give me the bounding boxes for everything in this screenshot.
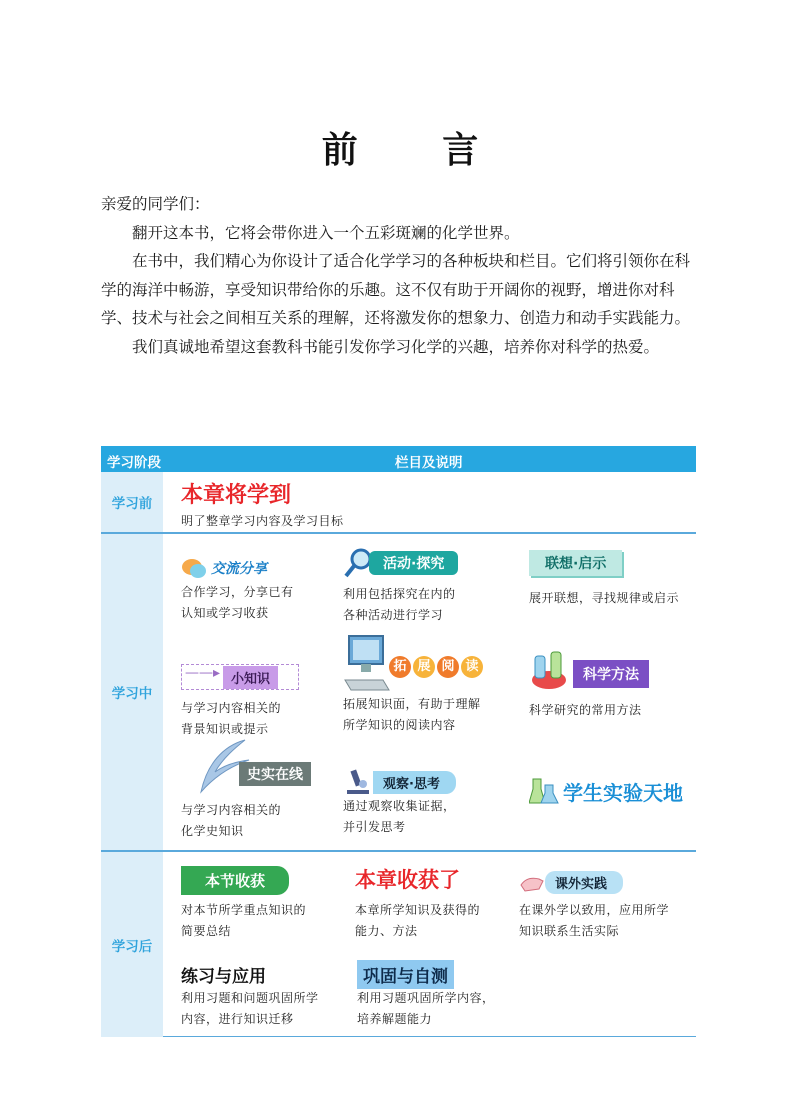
item-desc-line-1: 展开联想，寻找规律或启示 xyxy=(529,591,680,605)
item-practice-application xyxy=(181,962,351,1030)
header-columns: 栏目及说明 xyxy=(395,455,463,471)
item-title: 本章收获了 xyxy=(355,868,460,892)
item-desc: 明了整章学习内容及学习目标 xyxy=(181,514,344,528)
item-title: 本节收获 xyxy=(181,866,289,895)
item-chemistry-history xyxy=(181,736,331,842)
table-header xyxy=(101,446,696,472)
item-title xyxy=(239,762,311,786)
title-prefix: 史 xyxy=(247,767,261,783)
item-scientific-method xyxy=(529,650,699,721)
item-desc-line-1: 在课外学以致用，应用所学 xyxy=(519,903,670,917)
item-title: 科学方法 xyxy=(573,660,649,688)
item-desc-line-1: 合作学习，分享已有 xyxy=(181,585,294,599)
item-desc-line-2: 知识联系生活实际 xyxy=(519,924,620,938)
item-desc-line-2: 能力、方法 xyxy=(355,924,418,938)
row-divider xyxy=(101,850,696,852)
item-desc-line-1: 通过观察收集证据， xyxy=(343,799,456,813)
item-desc-line-1: 利用习题和问题巩固所学 xyxy=(181,991,319,1005)
title-tiles xyxy=(389,656,483,678)
stage-after: 学习后 xyxy=(101,852,163,1037)
item-title: 交流分享 xyxy=(211,561,267,577)
item-title: 联想·启示 xyxy=(529,550,622,576)
item-activity-inquiry xyxy=(343,546,513,626)
item-section-gains xyxy=(181,866,341,942)
intro-paragraph-2: 在书中，我们精心为你设计了适合化学学习的各种板块和栏目。它们将引领你在科学的海洋中畅游，享受知识带给你的乐趣。这不仅有助于开阔你的视野，增进你对科学、技术与社会之间相互关系的理解，还将激发你的想象力、创造力和动手实践能力。 xyxy=(101,252,691,327)
title-tile: 展 xyxy=(413,656,435,678)
intro-paragraph-3: 我们真诚地希望这套教科书能引发你学习化学的兴趣，培养你对科学的热爱。 xyxy=(132,337,660,356)
item-desc-line-2: 内容，进行知识迁移 xyxy=(181,1012,294,1026)
item-association-inspiration xyxy=(529,550,699,609)
item-small-knowledge xyxy=(181,660,331,740)
computer-icon xyxy=(343,634,391,694)
item-title: 观察·思考 xyxy=(373,771,456,794)
item-desc-line-1: 与学习内容相关的 xyxy=(181,701,282,715)
item-chapter-gains xyxy=(355,864,525,942)
item-title: 巩固与自测 xyxy=(357,960,454,989)
beakers-icon xyxy=(529,775,559,807)
item-title: 学生实验天地 xyxy=(563,780,683,805)
item-title: 活动·探究 xyxy=(369,551,458,575)
flask-icon xyxy=(529,650,569,692)
microscope-icon xyxy=(343,768,373,796)
item-exchange-share xyxy=(181,554,331,624)
item-desc-line-1: 对本节所学重点知识的 xyxy=(181,903,307,917)
item-title: 本章将学到 xyxy=(181,483,292,508)
item-chapter-preview xyxy=(181,478,344,532)
title-tile: 读 xyxy=(461,656,483,678)
item-consolidate-selftest xyxy=(357,960,527,1030)
row-divider xyxy=(101,532,696,534)
item-desc-line-2: 认知或学习收获 xyxy=(181,606,269,620)
item-student-lab xyxy=(529,774,699,808)
title-main: 实在线 xyxy=(261,767,303,783)
stage-before: 学习前 xyxy=(101,472,163,532)
item-title: 课外实践 xyxy=(545,871,623,894)
item-observe-think xyxy=(343,768,513,838)
item-title: 小知识 xyxy=(223,666,278,689)
intro-text xyxy=(101,190,701,361)
intro-paragraph-1: 翻开这本书，它将会带你进入一个五彩斑斓的化学世界。 xyxy=(132,223,520,242)
item-extended-reading xyxy=(343,634,513,736)
chat-bubble-icon xyxy=(181,556,207,580)
hand-icon xyxy=(519,871,545,893)
item-title: 练习与应用 xyxy=(181,967,266,987)
item-desc-line-1: 与学习内容相关的 xyxy=(181,803,282,817)
item-desc-line-2: 背景知识或提示 xyxy=(181,722,269,736)
item-desc-line-1: 本章所学知识及获得的 xyxy=(355,903,481,917)
item-desc-line-2: 所学知识的阅读内容 xyxy=(343,718,456,732)
item-extracurricular-practice xyxy=(519,866,699,942)
item-desc-line-1: 利用包括探究在内的 xyxy=(343,587,456,601)
item-desc-line-2: 各种活动进行学习 xyxy=(343,608,444,622)
arrow-icon: ——▸ xyxy=(185,665,221,681)
item-desc-line-2: 并引发思考 xyxy=(343,820,406,834)
item-desc-line-2: 简要总结 xyxy=(181,924,232,938)
item-desc-line-1: 科学研究的常用方法 xyxy=(529,703,642,717)
item-desc-line-2: 培养解题能力 xyxy=(357,1012,433,1026)
item-desc-line-1: 利用习题巩固所学内容， xyxy=(357,991,495,1005)
title-tile: 阅 xyxy=(437,656,459,678)
item-desc-line-1: 拓展知识面，有助于理解 xyxy=(343,697,481,711)
stage-during: 学习中 xyxy=(101,534,163,850)
title-tile: 拓 xyxy=(389,656,411,678)
header-stage: 学习阶段 xyxy=(107,455,161,471)
page-title: 前 言 xyxy=(321,129,515,171)
intro-greeting: 亲爱的同学们： xyxy=(101,195,210,213)
column-guide-table xyxy=(101,446,696,1037)
item-desc-line-2: 化学史知识 xyxy=(181,824,244,838)
